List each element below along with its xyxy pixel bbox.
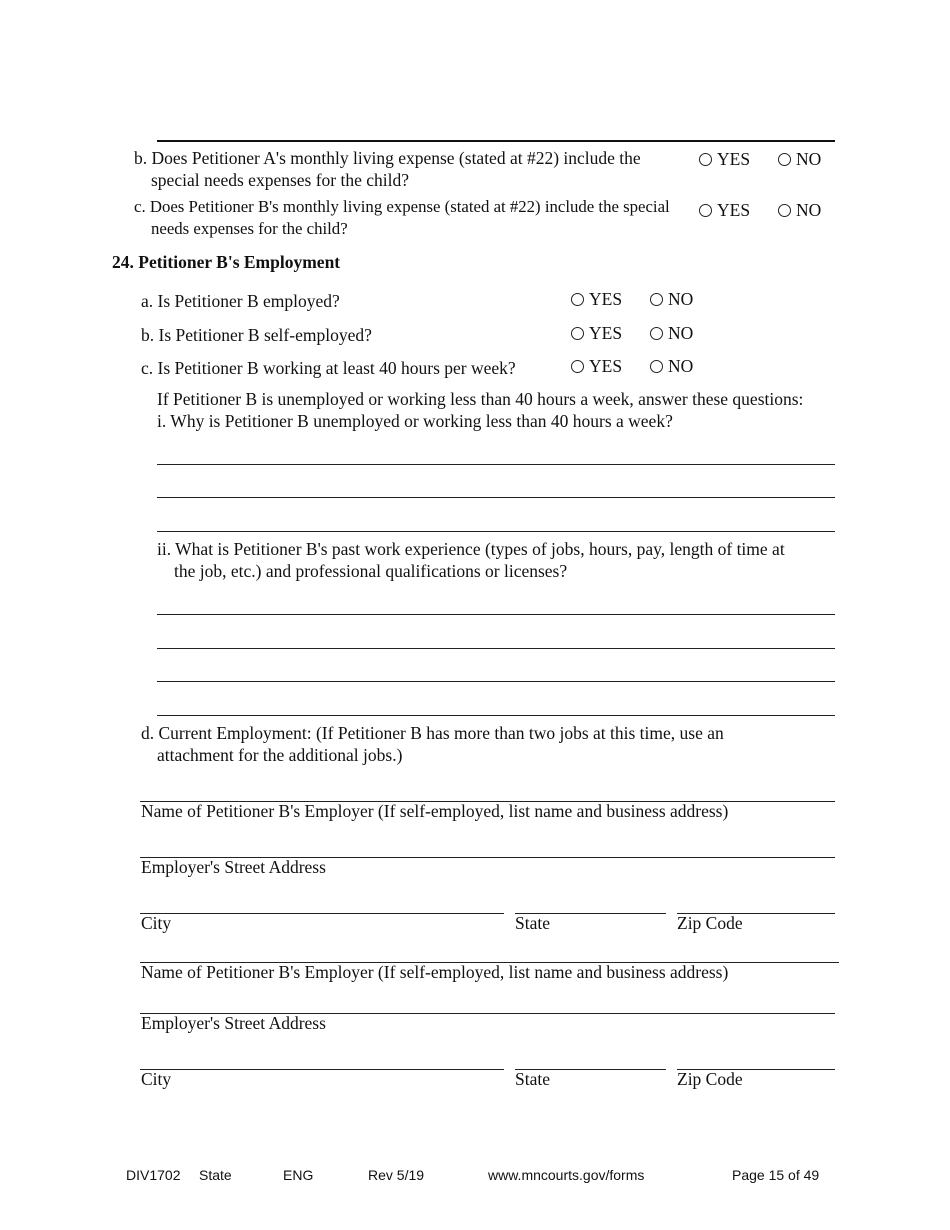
answer-line-ii-3[interactable] bbox=[157, 681, 835, 682]
q23c-yes-option[interactable] bbox=[699, 200, 750, 221]
answer-line-ii-2[interactable] bbox=[157, 648, 835, 649]
q24d-line1: d. Current Employment: (If Petitioner B has more than two jobs at this time, use an bbox=[141, 723, 724, 743]
radio-circle-icon[interactable] bbox=[571, 293, 584, 306]
q24b-yes-label: YES bbox=[589, 323, 623, 343]
footer-url[interactable]: www.mncourts.gov/forms bbox=[488, 1167, 645, 1183]
employer2-state-label: State bbox=[515, 1069, 550, 1089]
footer-form-id: DIV1702 bbox=[126, 1167, 181, 1183]
question-ii-line2: the job, etc.) and professional qualifications or licenses? bbox=[174, 561, 568, 581]
radio-circle-icon[interactable] bbox=[650, 293, 663, 306]
employer2-zip-label: Zip Code bbox=[677, 1069, 743, 1089]
q24b-no-label: NO bbox=[668, 323, 694, 343]
employer2-city-field[interactable] bbox=[140, 1069, 504, 1070]
radio-circle-icon[interactable] bbox=[778, 153, 791, 166]
q23c-text-line1: c. Does Petitioner B's monthly living expense (stated at #22) include the special bbox=[134, 197, 670, 216]
radio-circle-icon[interactable] bbox=[650, 360, 663, 373]
employer1-street-label: Employer's Street Address bbox=[141, 857, 326, 877]
radio-circle-icon[interactable] bbox=[571, 327, 584, 340]
q23c-no-option[interactable] bbox=[778, 200, 821, 221]
footer-page-number: Page 15 of 49 bbox=[732, 1167, 820, 1183]
employer1-name-label: Name of Petitioner B's Employer (If self-employed, list name and business address) bbox=[141, 801, 729, 821]
answer-line-ii-1[interactable] bbox=[157, 614, 835, 615]
answer-line-i-1[interactable] bbox=[157, 464, 835, 465]
answer-line-i-2[interactable] bbox=[157, 497, 835, 498]
employer1-zip-label: Zip Code bbox=[677, 913, 743, 933]
q24a-yes-label: YES bbox=[589, 289, 623, 309]
radio-circle-icon[interactable] bbox=[571, 360, 584, 373]
q24a-text: a. Is Petitioner B employed? bbox=[141, 291, 340, 311]
top-rule bbox=[157, 140, 835, 142]
q23b-yes-option[interactable] bbox=[699, 149, 750, 170]
q23b-no-label: NO bbox=[796, 149, 822, 169]
employer2-street-label: Employer's Street Address bbox=[141, 1013, 326, 1033]
answer-line-ii-4[interactable] bbox=[157, 715, 835, 716]
radio-circle-icon[interactable] bbox=[699, 204, 712, 217]
q24c-no-label: NO bbox=[668, 356, 694, 376]
answer-line-i-3[interactable] bbox=[157, 531, 835, 532]
employer2-name-label: Name of Petitioner B's Employer (If self-employed, list name and business address) bbox=[141, 962, 729, 982]
q24c-yes-option[interactable] bbox=[571, 356, 622, 377]
q23b-yes-label: YES bbox=[717, 149, 751, 169]
question-ii-line1: ii. What is Petitioner B's past work experience (types of jobs, hours, pay, length of time at bbox=[157, 539, 785, 559]
q23c-no-label: NO bbox=[796, 200, 822, 220]
employer1-state-label: State bbox=[515, 913, 550, 933]
question-i-text: i. Why is Petitioner B unemployed or working less than 40 hours a week? bbox=[157, 411, 673, 431]
footer-jurisdiction: State bbox=[199, 1167, 232, 1183]
q24b-text: b. Is Petitioner B self-employed? bbox=[141, 325, 372, 345]
radio-circle-icon[interactable] bbox=[699, 153, 712, 166]
q23b-no-option[interactable] bbox=[778, 149, 821, 170]
q23b-text-line2: special needs expenses for the child? bbox=[151, 170, 410, 190]
employer1-city-label: City bbox=[141, 913, 172, 933]
q24a-no-label: NO bbox=[668, 289, 694, 309]
employer2-city-label: City bbox=[141, 1069, 172, 1089]
q23c-text-line2: needs expenses for the child? bbox=[151, 219, 348, 238]
radio-circle-icon[interactable] bbox=[650, 327, 663, 340]
q24c-text: c. Is Petitioner B working at least 40 hours per week? bbox=[141, 358, 516, 378]
q23b-text-line1: b. Does Petitioner A's monthly living expense (stated at #22) include the bbox=[134, 148, 641, 168]
q24c-no-option[interactable] bbox=[650, 356, 693, 377]
q23c-yes-label: YES bbox=[717, 200, 751, 220]
footer-language: ENG bbox=[283, 1167, 314, 1183]
q24a-no-option[interactable] bbox=[650, 289, 693, 310]
q24c-yes-label: YES bbox=[589, 356, 623, 376]
q24b-yes-option[interactable] bbox=[571, 323, 622, 344]
employer1-city-field[interactable] bbox=[140, 913, 504, 914]
if-unemployed-intro: If Petitioner B is unemployed or working less than 40 hours a week, answer these questions: bbox=[157, 389, 804, 409]
q24d-line2: attachment for the additional jobs.) bbox=[157, 745, 403, 765]
q24a-yes-option[interactable] bbox=[571, 289, 622, 310]
q24b-no-option[interactable] bbox=[650, 323, 693, 344]
section-24-title: 24. Petitioner B's Employment bbox=[112, 252, 341, 272]
radio-circle-icon[interactable] bbox=[778, 204, 791, 217]
footer-revision: Rev 5/19 bbox=[368, 1167, 425, 1183]
